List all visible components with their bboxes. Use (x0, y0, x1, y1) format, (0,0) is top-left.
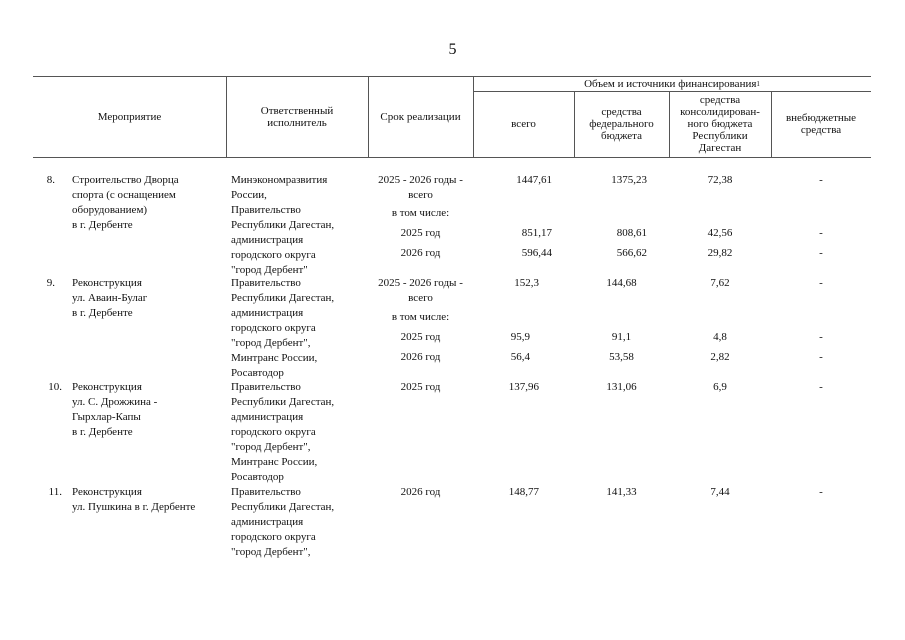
executor-line: Правительство (231, 486, 301, 498)
header-total-label: всего (511, 118, 536, 130)
header-measure-label: Мероприятие (97, 110, 162, 123)
measure-line: спорта (с оснащением (72, 189, 176, 201)
term-line: 2025 год (400, 381, 441, 393)
measure-line: ул. Аваин-Булаг (72, 292, 148, 304)
total-value: 596,44 (521, 247, 552, 259)
header-regional (669, 91, 771, 157)
header-funding: Объем и источники финансирования 1 (584, 77, 760, 90)
executor-line: "город Дербент", (231, 441, 311, 453)
header-regional-line: ного бюджета (687, 118, 753, 130)
executor-line: Минтранс России, (231, 352, 318, 364)
measure-line: в г. Дербенте (72, 219, 133, 231)
extra-value: - (819, 227, 823, 239)
header-regional-line: Дагестан (698, 142, 742, 154)
header-federal-line: средства (601, 106, 642, 118)
executor-line: Правительство (231, 381, 301, 393)
header-regional-line: средства (699, 94, 741, 106)
federal-value: 566,62 (616, 247, 647, 259)
executor-line: городского округа (231, 531, 316, 543)
term-line: всего (408, 292, 433, 304)
executor-line: администрация (231, 411, 304, 423)
measure-line: Реконструкция (72, 277, 142, 289)
executor-line: городского округа (231, 322, 316, 334)
header-regional-line: консолидирован- (680, 106, 760, 118)
header-term-label: Срок реализации (380, 110, 461, 123)
measure-line: Реконструкция (72, 486, 142, 498)
total-value: 95,9 (510, 331, 530, 343)
header-total (473, 91, 574, 157)
term-cell (368, 380, 473, 395)
executor-line: Республики Дагестан, (231, 501, 335, 513)
regional-value: 42,56 (707, 227, 733, 239)
executor-line: городского округа (231, 426, 316, 438)
federal-value: 131,06 (606, 381, 637, 393)
measure-line: ул. Пушкина в г. Дербенте (72, 501, 196, 513)
total-value: 152,3 (514, 277, 539, 289)
extra-value: - (819, 174, 823, 186)
total-value: 137,96 (508, 381, 539, 393)
federal-value: 144,68 (606, 277, 637, 289)
header-executor-line: Ответственный (260, 104, 334, 117)
executor-line: Правительство (231, 277, 301, 289)
executor-line: Росавтодор (231, 471, 284, 483)
term-year: 2026 год (400, 351, 441, 363)
page-number: 5 (448, 41, 457, 58)
header-federal-line: федерального (589, 118, 654, 130)
regional-value: 6,9 (713, 381, 727, 393)
header-federal-line: бюджета (600, 130, 642, 142)
extra-value: - (819, 351, 823, 363)
regional-value: 72,38 (707, 174, 733, 186)
measure-line: Реконструкция (72, 381, 142, 393)
executor-line: Минтранс России, (231, 456, 318, 468)
row-number: 8. (46, 174, 55, 186)
total-value: 1447,61 (516, 174, 552, 186)
term-including-label: в том числе: (391, 311, 450, 323)
total-value: 148,77 (508, 486, 539, 498)
term-line: 2026 год (400, 486, 441, 498)
header-federal (574, 91, 669, 157)
federal-value: 53,58 (609, 351, 634, 363)
federal-value: 808,61 (616, 227, 647, 239)
executor-line: администрация (231, 307, 304, 319)
executor-line: городского округа (231, 249, 316, 261)
header-executor (226, 76, 368, 157)
extra-value: - (819, 381, 823, 393)
measure-line: ул. С. Дрожжина - (72, 396, 158, 408)
regional-value: 29,82 (707, 247, 733, 259)
total-value: 851,17 (521, 227, 552, 239)
executor-line: "город Дербент", (231, 337, 311, 349)
measure-line: Гырхлар-Капы (72, 411, 141, 423)
executor-line: администрация (231, 234, 304, 246)
measure-cell (72, 173, 179, 233)
measure-line: Строительство Дворца (72, 174, 179, 186)
header-extrabudget-line: внебюджетные (785, 112, 857, 124)
regional-value: 2,82 (710, 351, 730, 363)
total-value: 56,4 (510, 351, 530, 363)
term-line: 2025 - 2026 годы - (378, 174, 463, 186)
term-year: 2025 год (400, 227, 441, 239)
regional-value: 7,62 (710, 277, 730, 289)
executor-line: Минэкономразвития (231, 174, 328, 186)
row-number: 10. (48, 381, 62, 393)
term-cell (368, 173, 473, 203)
executor-cell (231, 485, 334, 560)
measure-cell (72, 485, 195, 515)
header-term (368, 76, 473, 157)
measure-cell (72, 380, 157, 440)
header-measure (33, 76, 226, 157)
federal-value: 91,1 (611, 331, 632, 343)
header-extrabudget-line: средства (800, 124, 842, 136)
regional-value: 4,8 (713, 331, 727, 343)
term-line: 2025 - 2026 годы - (378, 277, 463, 289)
row-number: 11. (48, 486, 62, 498)
executor-cell (231, 173, 334, 278)
measure-line: в г. Дербенте (72, 307, 133, 319)
executor-cell (231, 380, 334, 485)
federal-value: 1375,23 (611, 174, 647, 186)
executor-line: Республики Дагестан, (231, 292, 335, 304)
measure-line: оборудованием) (72, 204, 148, 216)
executor-line: Республики Дагестан, (231, 396, 335, 408)
executor-line: "город Дербент" (231, 264, 308, 276)
measure-cell (72, 276, 147, 321)
extra-value: - (819, 277, 823, 289)
header-funding-title: Объем и источники финансирования (584, 77, 757, 90)
executor-line: "город Дербент", (231, 546, 311, 558)
extra-value: - (819, 331, 823, 343)
header-executor-line: исполнитель (267, 116, 327, 129)
regional-value: 7,44 (710, 486, 730, 498)
extra-value: - (819, 486, 823, 498)
measure-line: в г. Дербенте (72, 426, 133, 438)
term-year: 2026 год (400, 247, 441, 259)
term-cell (368, 276, 473, 306)
header-regional-line: Республики (692, 130, 748, 142)
executor-cell (231, 276, 334, 381)
executor-line: Правительство (231, 204, 301, 216)
term-including-label: в том числе: (391, 207, 450, 219)
table-header-bottom-border (33, 157, 871, 158)
term-year: 2025 год (400, 331, 441, 343)
row-number: 9. (46, 277, 55, 289)
term-line: всего (408, 189, 433, 201)
executor-line: администрация (231, 516, 304, 528)
term-cell (368, 485, 473, 500)
executor-line: Росавтодор (231, 367, 284, 379)
extra-value: - (819, 247, 823, 259)
executor-line: России, (231, 189, 267, 201)
header-extrabudget (771, 91, 871, 157)
executor-line: Республики Дагестан, (231, 219, 335, 231)
federal-value: 141,33 (606, 486, 637, 498)
